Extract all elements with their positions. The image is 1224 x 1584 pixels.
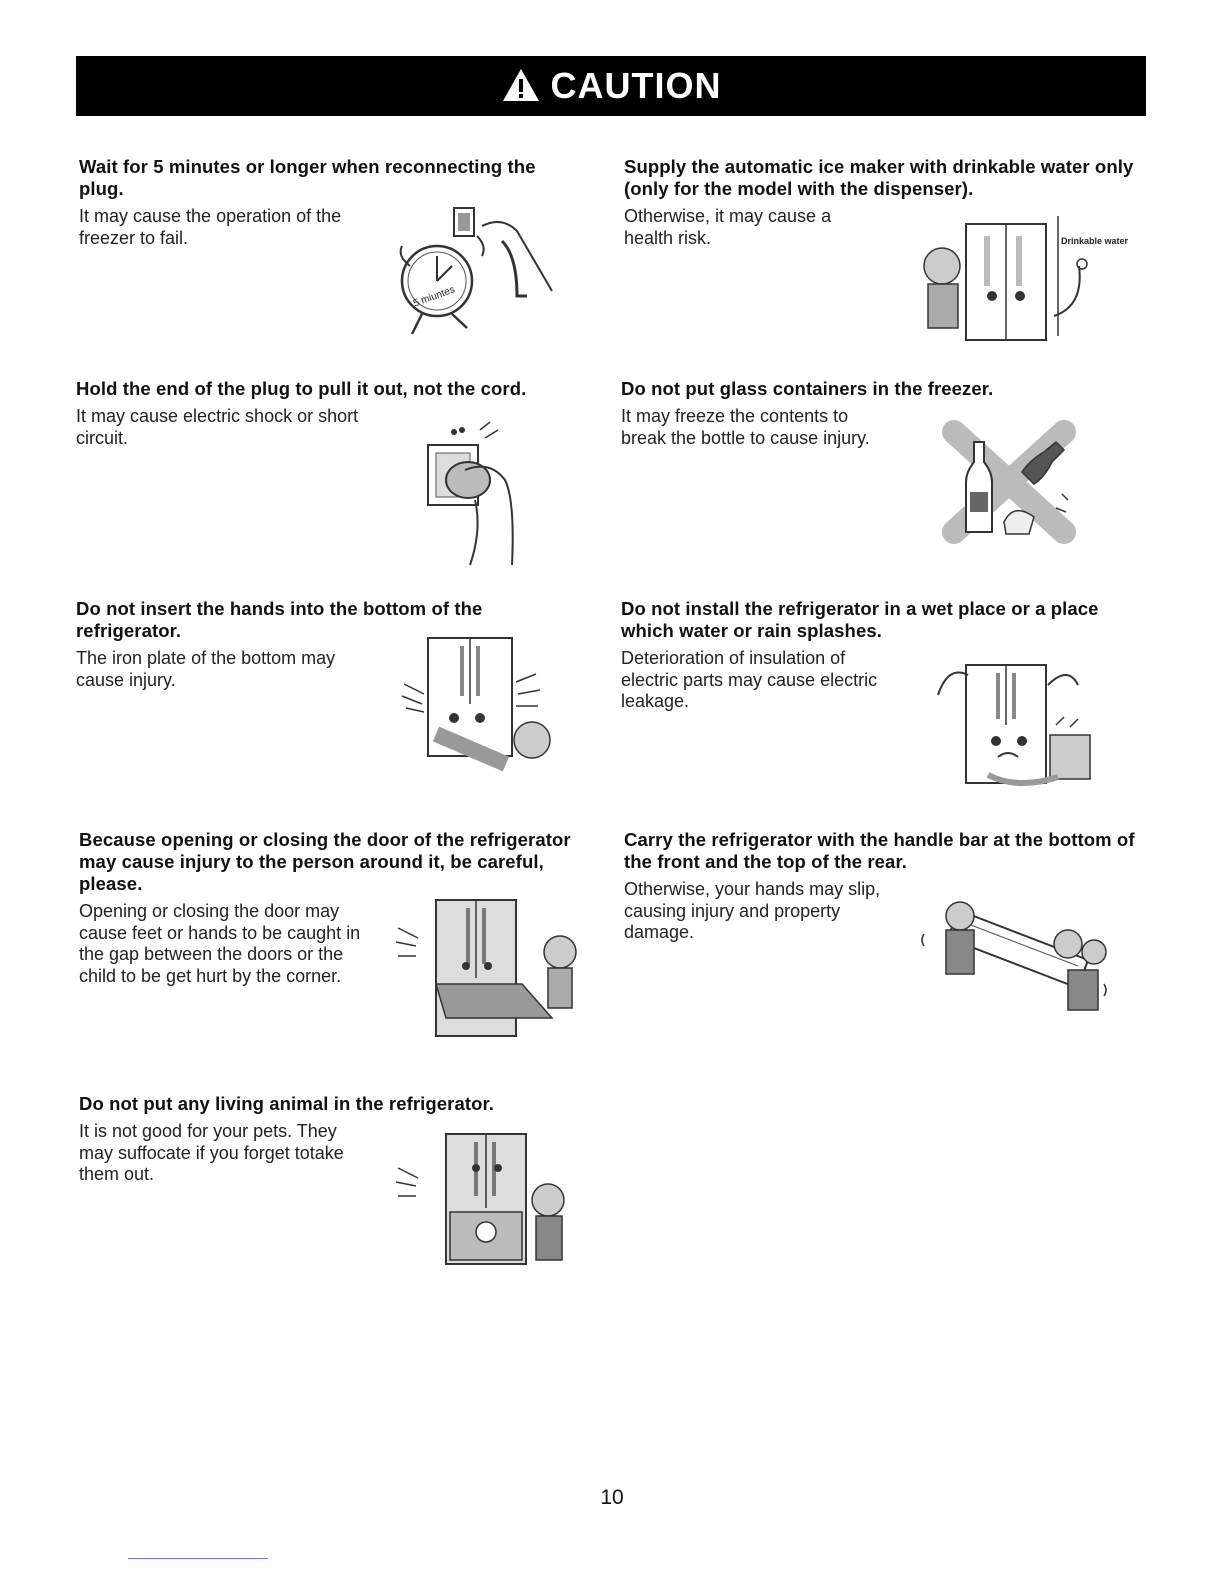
item-heading: Hold the end of the plug to pull it out, not the cord. xyxy=(76,378,527,399)
item-heading: Do not put glass containers in the freezer. xyxy=(621,378,994,399)
item-body: It may freeze the contents to break the bottle to cause injury. xyxy=(621,406,870,448)
drinkable-water-refrigerator-icon xyxy=(904,216,1129,346)
item-body: It is not good for your pets. They may suffocate if you forget totake them out. xyxy=(79,1121,344,1184)
warning-triangle-icon xyxy=(501,67,541,103)
item-body: Otherwise, your hands may slip, causing injury and property damage. xyxy=(624,879,881,942)
item-heading: Do not insert the hands into the bottom of the refrigerator. xyxy=(76,598,483,641)
item-heading: Wait for 5 minutes or longer when reconnecting the plug. xyxy=(79,156,536,199)
item-body: Otherwise, it may cause a health risk. xyxy=(624,206,832,248)
item-heading: Carry the refrigerator with the handle bar at the bottom of the front and the top of the rear. xyxy=(624,829,1135,872)
carrying-refrigerator-icon xyxy=(918,890,1108,1025)
item-body: It may cause the operation of the freezer to fail. xyxy=(79,206,342,248)
footer-rule xyxy=(128,1558,268,1559)
page-number: 10 xyxy=(600,1486,624,1509)
banner-title: CAUTION xyxy=(550,65,722,106)
pet-in-refrigerator-icon xyxy=(378,1128,578,1268)
item-body: The iron plate of the bottom may cause injury. xyxy=(76,648,336,690)
item-body: Opening or closing the door may cause feet or hands to be caught in the gap between the doors or the child to be get hurt by the corner. xyxy=(79,901,361,986)
item-heading: Supply the automatic ice maker with drinkable water only (only for the model with the dispenser). xyxy=(624,156,1134,199)
drinkable-water-label: Drinkable water xyxy=(1061,236,1129,246)
clock-label: 5 miuntes xyxy=(411,284,457,310)
hand-pulling-plug-icon xyxy=(420,420,530,570)
clock-unplug-icon xyxy=(392,196,582,346)
item-heading: Do not install the refrigerator in a wet place or a place which water or rain splashes. xyxy=(621,598,1099,641)
wet-refrigerator-icon xyxy=(928,645,1108,790)
item-body: It may cause electric shock or short circuit. xyxy=(76,406,359,448)
door-child-injury-icon xyxy=(382,898,592,1038)
hand-under-refrigerator-icon xyxy=(396,634,576,774)
item-heading: Because opening or closing the door of the refrigerator may cause injury to the person around it, be careful, please. xyxy=(79,829,571,894)
item-body: Deterioration of insulation of electric parts may cause electric leakage. xyxy=(621,648,878,711)
item-heading: Do not put any living animal in the refrigerator. xyxy=(79,1093,495,1114)
caution-banner xyxy=(76,56,1146,116)
broken-glass-bottle-icon xyxy=(944,422,1079,542)
